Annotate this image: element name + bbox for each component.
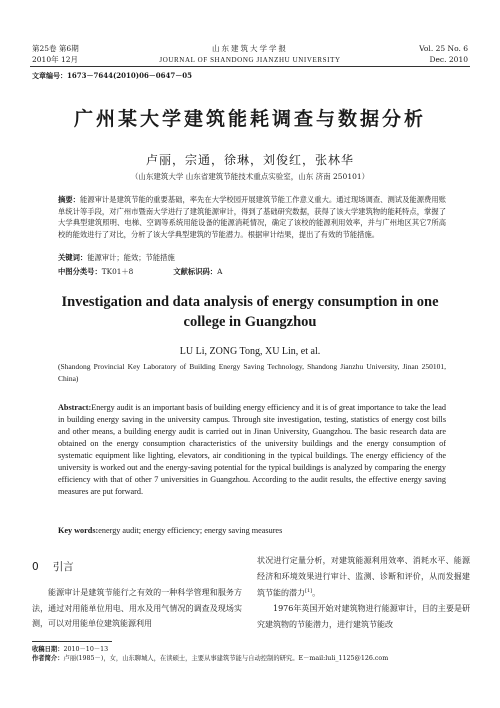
- body-right-paragraph-1: [257, 553, 470, 601]
- affiliation-chinese: （山东建筑大学 山东省建筑节能技术重点实验室，山东 济南 250101）: [130, 172, 370, 181]
- keywords-chinese: [58, 253, 175, 263]
- section-title: 引言: [52, 561, 74, 573]
- section-heading: [32, 559, 74, 574]
- author-bio: 卢丽(1985－)，女，山东聊城人，在读硕士，主要从事建筑节能与自动控制的研究。E－mail:luli_1125@126.com: [63, 655, 389, 662]
- received-label: 收稿日期：: [32, 646, 64, 653]
- footnote-author: [32, 654, 388, 663]
- keywords-chinese-label: 关键词：: [58, 253, 88, 262]
- keywords-english-text: energy audit; energy efficiency; energy saving measures: [98, 526, 283, 535]
- header-journal-cn: 山东建筑大学学报: [212, 44, 288, 53]
- doc-code: A: [217, 267, 223, 276]
- body-right-paragraph-1-end: 。: [312, 588, 321, 598]
- keywords-english-label: Key words:: [58, 526, 99, 535]
- keywords-chinese-text: 能源审计；能效；节能措施: [87, 253, 175, 262]
- authors-english: LU Li, ZONG Tong, XU Lin, et al.: [179, 346, 321, 357]
- header-divider: [30, 66, 470, 67]
- header-journal-en: JOURNAL OF SHANDONG JIANZHU UNIVERSITY: [159, 56, 341, 64]
- section-number: 0: [32, 561, 39, 573]
- header-date-en: Dec. 2010: [429, 55, 468, 64]
- abstract-chinese-label: 摘要：: [58, 195, 80, 204]
- body-left-column: 能源审计是建筑节能行之有效的一种科学管理和服务方法，通过对用能单位用电、用水及用气情况的调查及现场实测，可以对用能单位建筑能源利用: [32, 588, 242, 628]
- header-date-cn: 2010年 12月: [32, 55, 79, 64]
- footnote-divider: [32, 641, 112, 642]
- abstract-english-text: Energy audit is an important basis of building energy efficiency and it is of great importance to take the lead in building energy saving in the university campus. Through site investigation, testing, statistics of energy cost bills and other means, a building energy audit is carried out in Jinan University, Guangzhou. The basic research data are obtained on the energy consumption characteristics of the university buildings and the energy consumption of systematic equipment like lighting, elevators, air conditioning in the typical buildings. The energy efficiency of the university is worked out and the energy-saving potential for the typical buildings is analyzed by comparing the energy efficiency with that of other 7 universities in Guangzhou. According to the audit results, the effective energy saving measures are put forward.: [58, 403, 446, 496]
- affiliation-english: (Shandong Provincial Key Laboratory of Building Energy Saving Technology, Shandong Jianzhu University, Jinan 250101, China): [58, 362, 446, 383]
- body-right-column: [257, 553, 470, 632]
- doc-code-label: 文献标识码：: [173, 267, 218, 276]
- header-volume-issue: 第25卷 第6期: [32, 44, 79, 53]
- clc-label: 中图分类号：: [58, 267, 102, 276]
- body-right-paragraph-1-text: 状况进行定量分析，对建筑能源利用效率、消耗水平、能源经济和环境效果进行审计、监测、诊断和评价，从而发掘建筑节能的潜力: [257, 556, 470, 598]
- abstract-chinese-text: 能源审计是建筑节能的重要基础，率先在大学校园开展建筑节能工作意义重大。通过现场调查、测试及能源费用账单统计等手段，对广州市暨南大学进行了建筑能源审计，得到了基础研究数据，获得了该大学建筑物的能耗特点，掌握了大学典型建筑照明、电梯、空调等系统用能设备的能源消耗情况，确定了该校的能源利用效率，并与广州地区其它7所高校的能效进行了对比，分析了该大学典型建筑的节能潜力。根据审计结果，提出了有效的节能措施。: [58, 195, 447, 239]
- abstract-english: [58, 402, 446, 498]
- article-number: 文章编号：1673－7644(2010)06－0647－05: [32, 71, 193, 80]
- title-english: Investigation and data analysis of energy consumption in one college in Guangzhou: [61, 294, 439, 330]
- abstract-chinese: [58, 194, 446, 240]
- citation-ref[interactable]: [1]: [305, 588, 313, 594]
- abstract-english-label: Abstract:: [58, 403, 92, 412]
- header-vol-no-en: Vol. 25 No. 6: [419, 44, 468, 53]
- authors-chinese: 卢丽，宗通，徐琳，刘俊红，张林华: [145, 153, 354, 167]
- received-date: 2010－10－13: [63, 646, 109, 653]
- clc-number: TK01＋8: [101, 267, 134, 276]
- author-bio-label: 作者简介：: [32, 655, 64, 662]
- footnote-received: [32, 645, 108, 654]
- body-right-paragraph-2: 1976年英国开始对建筑物进行能源审计，目的主要是研究建筑物的节能潜力，进行建筑节能改: [257, 604, 470, 629]
- classification-line: [58, 267, 222, 277]
- keywords-english: [58, 526, 446, 535]
- title-chinese: 广州某大学建筑能耗调查与数据分析: [73, 108, 426, 130]
